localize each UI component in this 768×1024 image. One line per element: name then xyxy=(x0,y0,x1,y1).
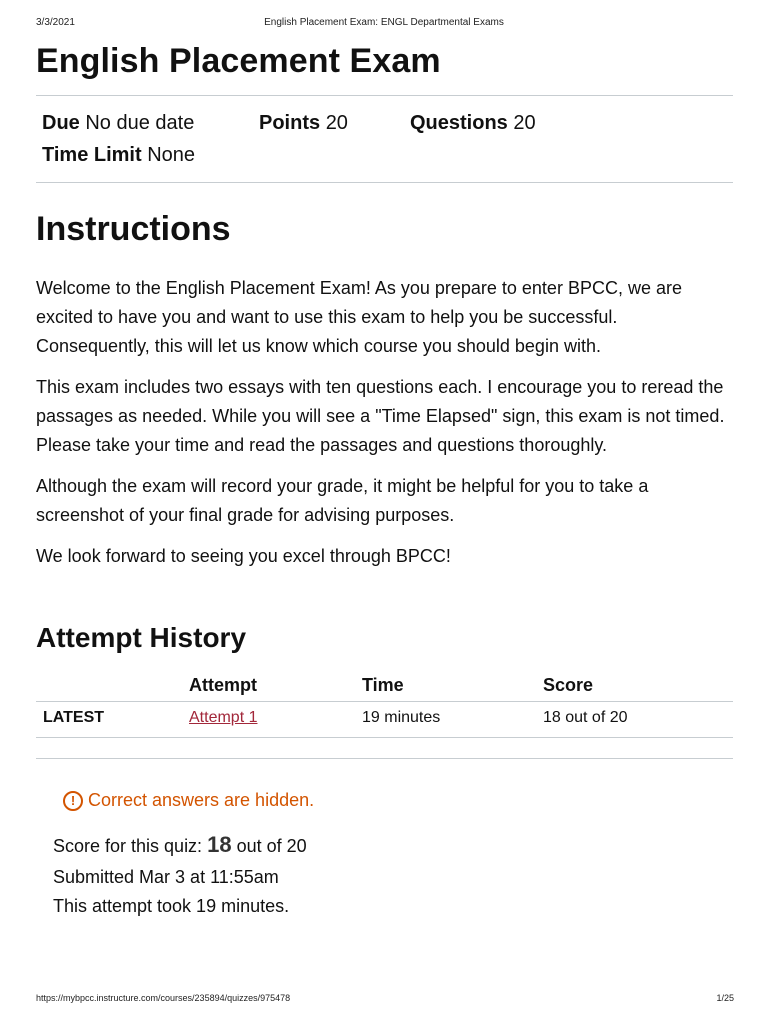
attempt-time: 19 minutes xyxy=(362,709,441,726)
meta-time-limit-label: Time Limit xyxy=(42,144,142,166)
instructions-paragraph: This exam includes two essays with ten questions each. I encourage you to reread the passages as needed. While you will see a "Time Elapsed" sign, this exam is not timed. Please take your time and read the passages and questions thoroughly. xyxy=(36,377,725,455)
score-value: 18 xyxy=(207,832,232,857)
instructions-paragraph: Although the exam will record your grade, it might be helpful for you to take a screenshot of your final grade for advising purposes. xyxy=(36,476,649,525)
column-header-time: Time xyxy=(362,675,404,695)
column-header-score: Score xyxy=(543,675,594,695)
table-header-divider xyxy=(36,701,733,702)
meta-points xyxy=(259,112,348,135)
submitted-date: Submitted Mar 3 at 11:55am xyxy=(53,867,279,887)
meta-time-limit xyxy=(42,144,195,167)
instructions-title: Instructions xyxy=(36,210,231,248)
meta-due xyxy=(42,112,194,135)
meta-questions-label: Questions xyxy=(410,112,508,134)
score-suffix: out of 20 xyxy=(231,836,307,856)
attempt-duration: This attempt took 19 minutes. xyxy=(53,896,290,916)
warning-circle-icon: ! xyxy=(63,791,83,811)
meta-questions xyxy=(410,112,536,135)
divider xyxy=(36,758,733,759)
meta-questions-value: 20 xyxy=(513,112,536,134)
divider xyxy=(36,95,733,96)
meta-points-value: 20 xyxy=(325,112,348,134)
meta-due-label: Due xyxy=(42,112,80,134)
print-document-title: English Placement Exam: ENGL Departmental Exams xyxy=(264,17,504,28)
correct-answers-notice xyxy=(63,790,314,811)
meta-points-label: Points xyxy=(259,112,321,134)
quiz-score xyxy=(53,832,307,858)
instructions-paragraph: Welcome to the English Placement Exam! As you prepare to enter BPCC, we are excited to have you and want to use this exam to help you be successful. Consequently, this will let us know which course you should begin with. xyxy=(36,278,682,356)
page-title: English Placement Exam xyxy=(36,42,441,80)
column-header-attempt: Attempt xyxy=(189,675,257,695)
notice-text: Correct answers are hidden. xyxy=(88,790,315,810)
latest-label: LATEST xyxy=(43,709,105,726)
meta-time-limit-value: None xyxy=(147,144,196,166)
instructions-paragraph: We look forward to seeing you excel through BPCC! xyxy=(36,546,451,566)
divider xyxy=(36,182,733,183)
page-url: https://mybpcc.instructure.com/courses/235894/quizzes/975478 xyxy=(36,993,291,1003)
attempt-history-title: Attempt History xyxy=(36,622,247,653)
print-date: 3/3/2021 xyxy=(36,17,75,28)
score-prefix: Score for this quiz: xyxy=(53,836,208,856)
page-number: 1/25 xyxy=(716,993,734,1003)
meta-due-value: No due date xyxy=(85,112,195,134)
attempt-link[interactable]: Attempt 1 xyxy=(189,709,258,726)
table-row-divider xyxy=(36,737,733,738)
print-header xyxy=(0,17,768,31)
attempt-score: 18 out of 20 xyxy=(543,709,628,726)
